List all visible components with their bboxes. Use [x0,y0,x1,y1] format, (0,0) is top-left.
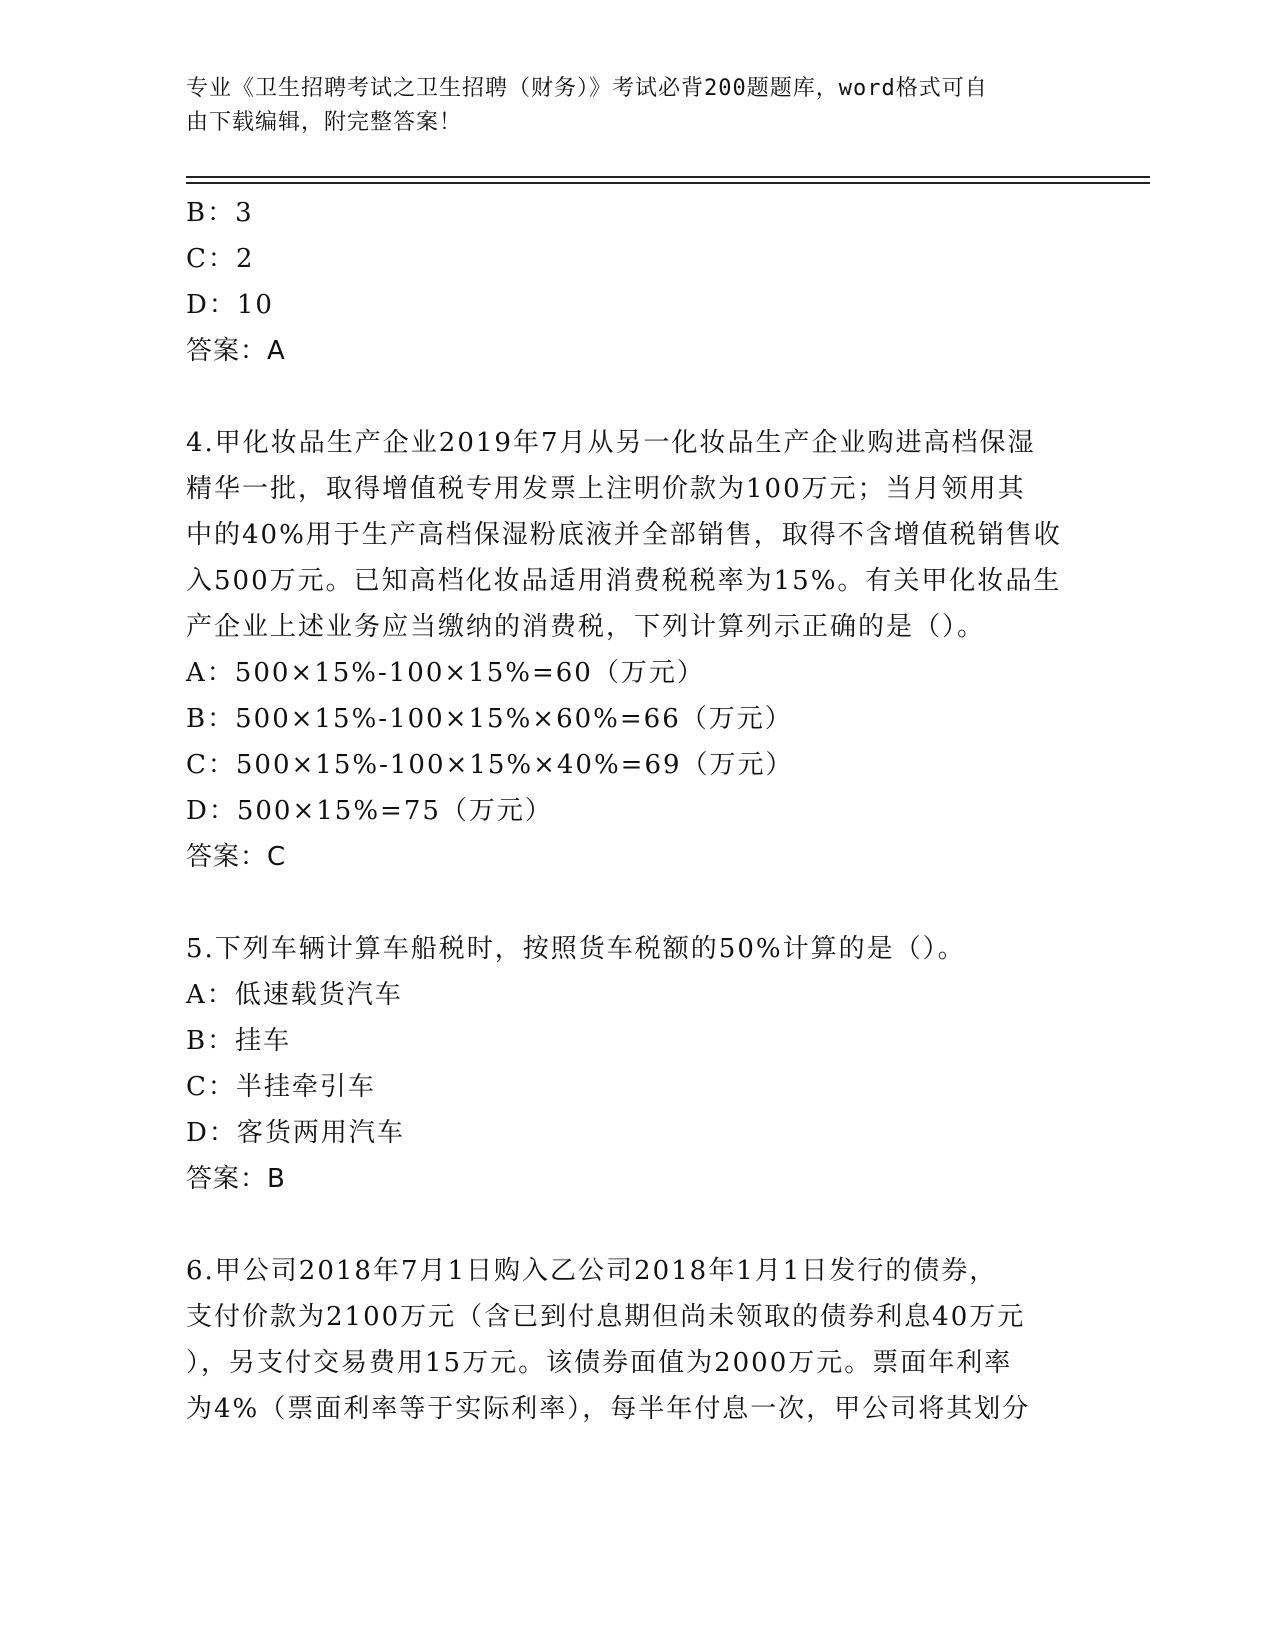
question-stem-line: 5.下列车辆计算车船税时，按照货车税额的50%计算的是（）。 [186,934,966,964]
question-5 [186,926,1086,1202]
question-stem-line: 4.甲化妆品生产企业2019年7月从另一化妆品生产企业购进高档保湿 [186,428,1036,458]
option-d: D：10 [186,290,274,320]
question-stem-line: 精华一批，取得增值税专用发票上注明价款为100万元；当月领用其 [186,474,1026,504]
option-c: C：半挂牵引车 [186,1072,376,1102]
answer: 答案：B [186,1164,286,1194]
option-a: A：低速载货汽车 [186,980,403,1010]
question-stem-line: 6.甲公司2018年7月1日购入乙公司2018年1月1日发行的债券， [186,1256,998,1286]
answer: 答案：C [186,842,287,872]
header-divider-bottom [186,182,1150,184]
option-c: C：2 [186,244,255,274]
option-c: C：500×15%-100×15%×40%=69（万元） [186,750,794,780]
question-spacer [186,374,1086,420]
question-3-tail [186,190,1086,374]
question-6 [186,1248,1086,1432]
header-divider-top [186,176,1150,178]
question-spacer [186,880,1086,926]
question-stem-line: 产企业上述业务应当缴纳的消费税，下列计算列示正确的是（）。 [186,612,986,642]
question-stem-line: 中的40%用于生产高档保湿粉底液并全部销售，取得不含增值税销售收 [186,520,1062,550]
option-a: A：500×15%-100×15%=60（万元） [186,658,705,688]
option-b: B：挂车 [186,1026,292,1056]
header-line-1: 专业《卫生招聘考试之卫生招聘（财务）》考试必背200题题库，word格式可自 [186,76,988,101]
question-stem-line: 为4%（票面利率等于实际利率），每半年付息一次，甲公司将其划分 [186,1394,1031,1424]
option-b: B：3 [186,198,254,228]
header-line-2: 由下载编辑，附完整答案！ [186,110,463,135]
question-stem-line: 支付价款为2100万元（含已到付息期但尚未领取的债券利息40万元 [186,1302,1026,1332]
question-spacer [186,1202,1086,1248]
option-d: D：客货两用汽车 [186,1118,405,1148]
document-header [186,72,1066,140]
option-d: D：500×15%=75（万元） [186,796,553,826]
answer: 答案：A [186,336,286,366]
question-stem-line: ），另支付交易费用15万元。该债券面值为2000万元。票面年利率 [186,1348,1013,1378]
document-body [186,190,1086,1432]
question-4 [186,420,1086,880]
option-b: B：500×15%-100×15%×60%=66（万元） [186,704,793,734]
question-stem-line: 入500万元。已知高档化妆品适用消费税税率为15%。有关甲化妆品生 [186,566,1062,596]
